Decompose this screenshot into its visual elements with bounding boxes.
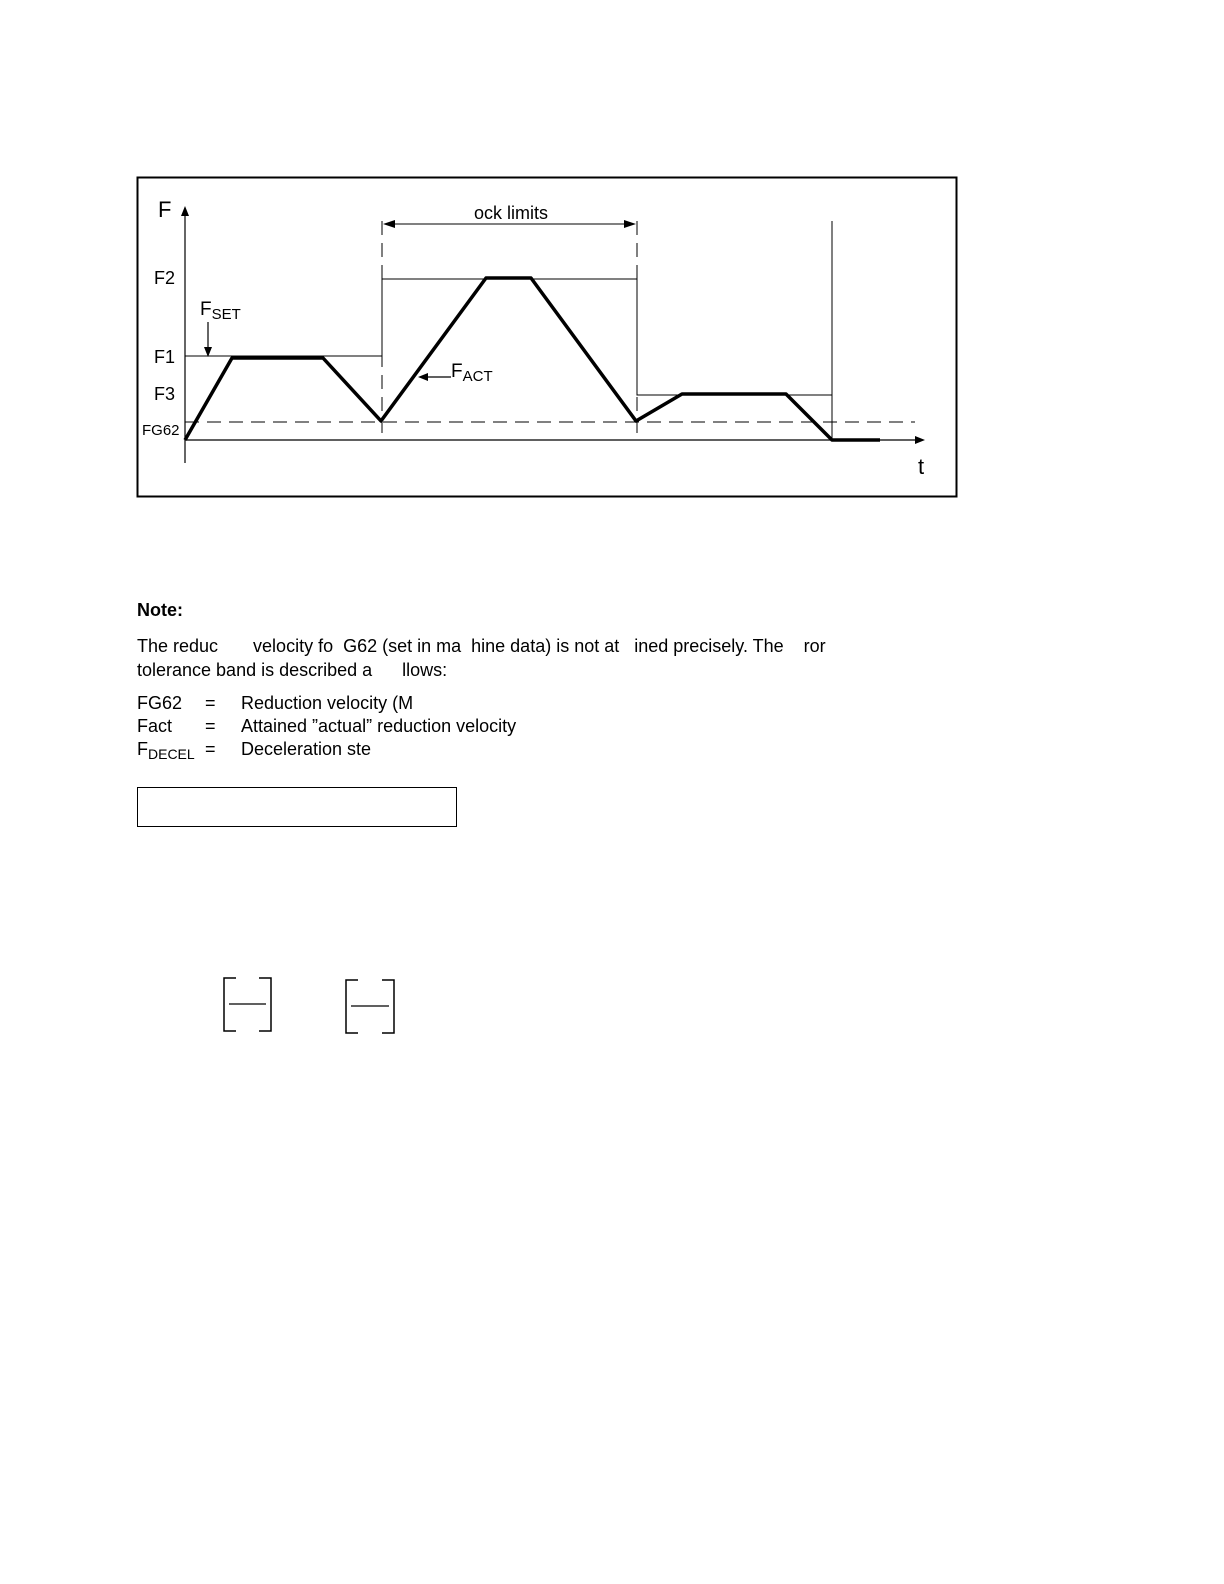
diagram-frame	[138, 178, 957, 497]
definition-description: Reduction velocity (M	[241, 693, 414, 713]
bracket-group-1	[224, 978, 271, 1031]
label-f2: F2	[154, 268, 176, 288]
note-body	[137, 634, 826, 682]
label-f3: F3	[154, 384, 176, 404]
definition-equals: =	[205, 716, 216, 736]
definition-equals: =	[205, 693, 216, 713]
y-axis-arrowhead	[181, 206, 189, 216]
x-axis-label: t	[918, 454, 925, 479]
note-line-1: The reduc velocity fo G62 (set in ma hine data) is not at ined precisely. The ror	[137, 636, 826, 656]
bracket-group-2	[346, 980, 394, 1033]
definitions-list	[137, 692, 517, 762]
y-axis-label: F	[158, 197, 172, 222]
definition-term: FG62	[137, 693, 183, 713]
definition-description: Attained ”actual” reduction velocity	[241, 716, 517, 736]
block-limits-arrowhead-left	[383, 220, 395, 228]
definition-term: Fact	[137, 716, 173, 736]
definition-row	[137, 738, 372, 762]
definition-row	[137, 715, 517, 738]
label-fg62: FG62	[142, 422, 180, 439]
fact-arrowhead	[418, 373, 428, 381]
x-axis-arrowhead	[915, 436, 925, 444]
fact-label: $F_{ACT}$	[451, 361, 493, 385]
definition-equals: =	[205, 739, 216, 759]
label-f1: F1	[154, 347, 176, 367]
note-title: Note:	[137, 600, 183, 620]
definition-term: $F_{DECEL}$	[137, 739, 195, 762]
block-limits-label: ock limits	[473, 203, 549, 223]
set-velocity-line	[185, 279, 832, 395]
note-line-2: tolerance band is described a llows:	[137, 660, 448, 680]
definition-description: Deceleration ste	[241, 739, 372, 759]
formula-brackets	[0, 960, 500, 1050]
definition-row	[137, 692, 414, 715]
velocity-profile-diagram	[0, 0, 1224, 560]
actual-velocity-curve	[185, 278, 880, 440]
fset-label: $F_{SET}$	[200, 299, 241, 323]
formula-box	[137, 787, 457, 827]
block-limits-arrowhead-right	[624, 220, 636, 228]
